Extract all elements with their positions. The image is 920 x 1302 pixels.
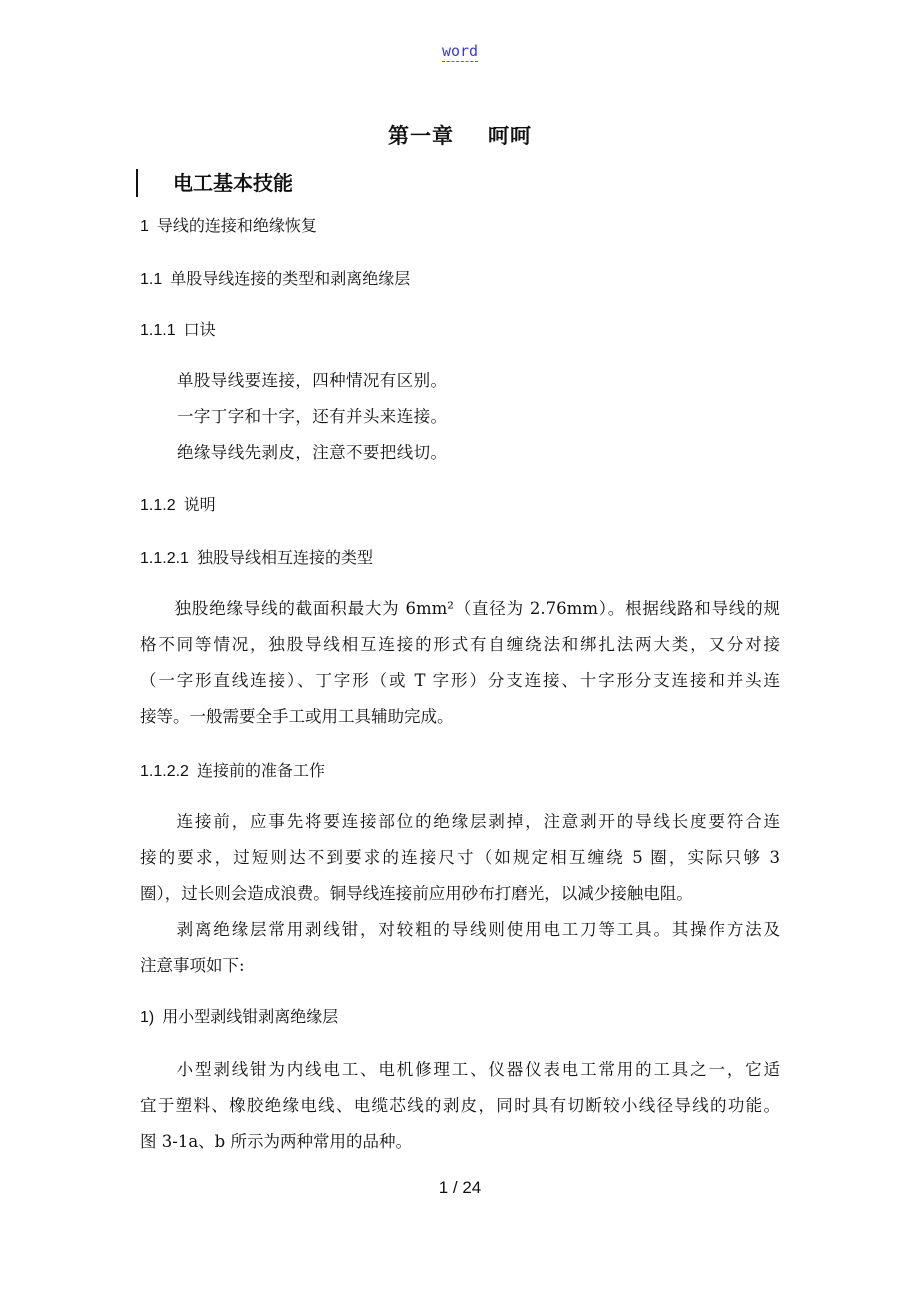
section-title: 电工基本技能 (173, 171, 293, 195)
paragraph-line: 接的要求，过短则达不到要求的连接尺寸（如规定相互缠绕 5 圈，实际只够 3 (140, 848, 780, 867)
heading-1-1-2-1: 1.1.2.1 独股导线相互连接的类型 (140, 548, 373, 567)
heading-1: 1 导线的连接和绝缘恢复 (140, 216, 317, 235)
heading-1-1: 1.1 单股导线连接的类型和剥离绝缘层 (140, 269, 411, 288)
heading-1-1-2-2: 1.1.2.2 连接前的准备工作 (140, 761, 325, 780)
section-marker-bar (136, 169, 138, 197)
paragraph-line: 注意事项如下: (140, 956, 245, 975)
paragraph-line: 圈），过长则会造成浪费。铜导线连接前应用砂布打磨光，以减少接触电阻。 (140, 884, 693, 903)
paragraph-line: 连接前，应事先将要连接部位的绝缘层剥掉，注意剥开的导线长度要符合连 (140, 812, 780, 831)
heading-1-1-2: 1.1.2 说明 (140, 495, 216, 514)
paragraph-line: 图 3-1a、b 所示为两种常用的品种。 (140, 1132, 412, 1151)
paragraph-line: （一字形直线连接）、丁字形（或 T 字形）分支连接、十字形分支连接和并头连 (140, 671, 780, 690)
paragraph-line: 剥离绝缘层常用剥线钳，对较粗的导线则使用电工刀等工具。其操作方法及 (140, 920, 780, 939)
paragraph-line: 独股绝缘导线的截面积最大为 6mm²（直径为 2.76mm）。根据线路和导线的规 (140, 599, 780, 618)
mnemonic-line: 一字丁字和十字，还有并头来连接。 (177, 407, 448, 426)
header-word-link[interactable]: word (441, 42, 479, 60)
page-number: 1 / 24 (438, 1178, 482, 1197)
heading-1-1-1: 1.1.1 口诀 (140, 320, 216, 339)
mnemonic-line: 绝缘导线先剥皮，注意不要把线切。 (177, 443, 448, 462)
chapter-number: 第一章 (388, 124, 454, 148)
paragraph-line: 格不同等情况，独股导线相互连接的形式有自缠绕法和绑扎法两大类，又分对接 (140, 635, 780, 654)
step-1-heading: 1) 用小型剥线钳剥离绝缘层 (140, 1007, 339, 1026)
paragraph-line: 小型剥线钳为内线电工、电机修理工、仪器仪表电工常用的工具之一，它适 (140, 1060, 780, 1079)
chapter-title (0, 122, 920, 150)
mnemonic-line: 单股导线要连接，四种情况有区别。 (177, 371, 448, 390)
paragraph-line: 接等。一般需要全手工或用工具辅助完成。 (140, 707, 454, 726)
paragraph-line: 宜于塑料、橡胶绝缘电线、电缆芯线的剥皮，同时具有切断较小线径导线的功能。 (140, 1096, 780, 1115)
chapter-name: 呵呵 (488, 124, 532, 148)
